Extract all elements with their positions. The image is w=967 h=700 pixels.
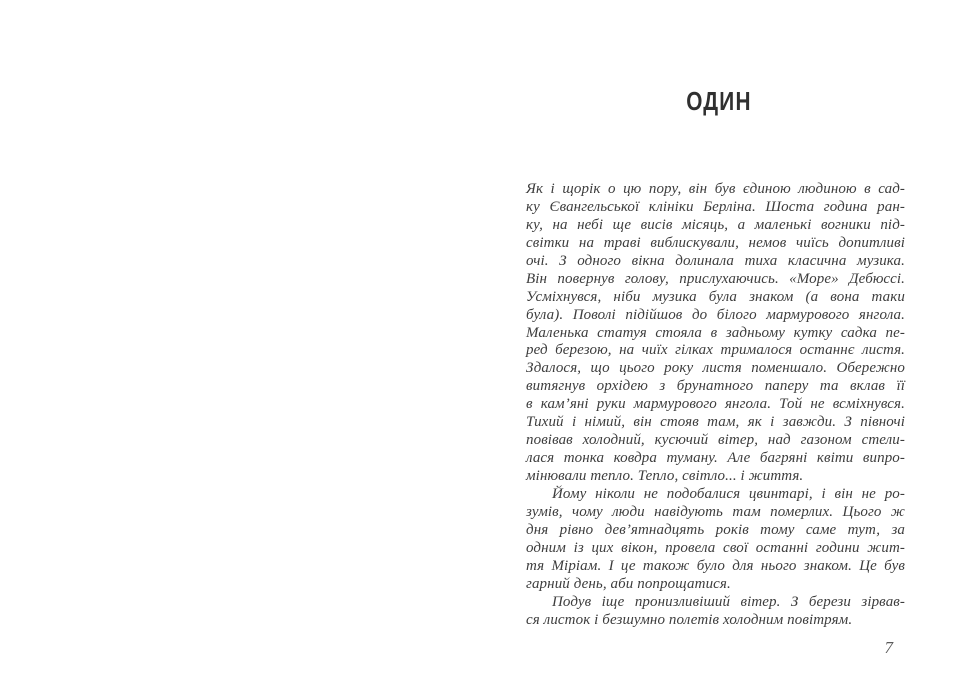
text-line: Йому ніколи не подобалися цвинтарі, і він не ро-: [552, 485, 905, 502]
text-line: очі. З одного вікна долинала тиха класична музика.: [526, 252, 905, 269]
text-line: мінювали тепло. Тепло, світло... і життя.: [526, 468, 804, 484]
text-line: гарний день, аби попрощатися.: [526, 575, 731, 592]
text-line: Тихий і німий, він стояв там, як і завжди. З півночі: [526, 414, 905, 431]
text-line: дня рівно дев’ятнадцять років тому саме тут, за: [526, 521, 905, 538]
text-line: ку, на небі ще висів місяць, а маленькі вогники під-: [526, 216, 905, 233]
paragraph: [526, 594, 905, 630]
text-line: була). Поволі підійшов до білого мармурового янгола.: [526, 306, 905, 323]
text-block: [526, 181, 905, 629]
page-number: 7: [884, 638, 893, 657]
text-line: Подув іще пронизливіший вітер. З берези зірвав-: [552, 593, 905, 610]
text-line: Усміхнувся, ніби музика була знаком (а вона таки: [526, 288, 905, 305]
text-line: витягнув орхідею з брунатного паперу та вклав її: [526, 378, 905, 395]
text-line: Як і щорік о цю пору, він був єдиною людиною в сад-: [526, 181, 905, 197]
text-line: одним із цих вікон, провела свої останні години жит-: [526, 539, 905, 556]
text-line: Він повернув голову, прислухаючись. «Море» Дебюссі.: [526, 270, 905, 287]
paragraph: [526, 181, 905, 486]
text-line: зумів, чому люди навідують там померлих. Цього ж: [526, 503, 905, 520]
text-line: Здалося, що цього року листя поменшало. Обережно: [526, 360, 905, 377]
text-line: ку Євангельської клініки Берліна. Шоста година ран-: [526, 198, 905, 215]
text-line: Маленька статуя стояла в задньому кутку садка пе-: [526, 324, 905, 341]
text-line: лася тонка ковдра туману. Але багряні квіти випро-: [526, 450, 905, 467]
text-line: ред березою, на чиїх гілках трималося останнє листя.: [526, 342, 905, 359]
text-line: світки на траві виблискували, немов чиїсь допитливі: [526, 234, 905, 251]
paragraph: [526, 486, 905, 594]
text-line: тя Міріам. І це також було для нього знаком. Це був: [526, 557, 905, 574]
chapter-heading-text: ОДИН: [685, 86, 752, 116]
text-line: в кам’яні руки мармурового янгола. Той не всміхнувся.: [526, 396, 905, 413]
text-line: ся листок і безшумно полетів холодним повітрям.: [526, 611, 853, 628]
text-line: повівав холодний, кусючий вітер, над газоном стели-: [526, 432, 905, 449]
chapter-heading: [529, 88, 908, 114]
